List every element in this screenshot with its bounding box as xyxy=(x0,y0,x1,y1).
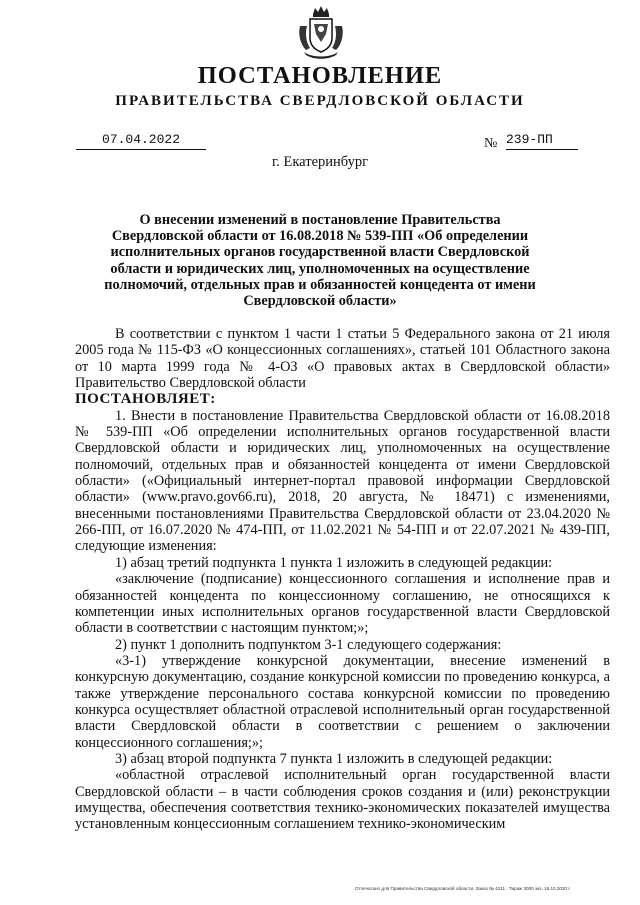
subitem-3-text: «областной отраслевой исполнительный орган государственной власти Свердловской области – в части соблюдения сроков создания и (или) реконструкции имущества, обеспечения соответствия технико-экономических показателей имущества установленным концессионным соглашением технико-экономическим xyxy=(75,767,610,833)
subitem-3-paragraph: 3) абзац второй подпункта 7 пункта 1 изложить в следующей редакции: xyxy=(115,750,553,767)
sverdlovsk-coat-of-arms-icon xyxy=(296,4,346,60)
document-number-sign: № xyxy=(484,136,498,151)
document-issuer: ПРАВИТЕЛЬСТВА СВЕРДЛОВСКОЙ ОБЛАСТИ xyxy=(115,93,525,109)
resolves-heading: ПОСТАНОВЛЯЕТ: xyxy=(75,391,216,408)
preamble-paragraph: В соответствии с пунктом 1 части 1 статьи 5 Федерального закона от 21 июля 2005 года № 115-ФЗ «О концессионных соглашениях», статьей 101 Областного закона от 10 марта 1999 года № 4-ОЗ «О правовых актах в Свердловской области» Правительство Свердловской области xyxy=(75,326,610,392)
document-title: ПОСТАНОВЛЕНИЕ xyxy=(197,62,443,89)
document-date: 07.04.2022 xyxy=(76,132,206,150)
document-subject: О внесении изменений в постановление Правительства Свердловской области от 16.08.2018 № 539-ПП «Об определении исполнительных органов государственной власти Свердловской области и юридических лиц, уполномоченных на осуществление полномочий, отдельных прав и обязанностей концедента от имени Свердловской области» xyxy=(104,212,536,310)
item-1-paragraph: 1. Внести в постановление Правительства Свердловской области от 16.08.2018 № 539-ПП «Об определении исполнительных органов государственной власти Свердловской области и юридических лиц, уполномоченных на осуществление полномочий, отдельных прав и обязанностей концедента от имени Свердловской области» («Официальный интернет-портал правовой информации Свердловской области» (www.pravo.gov66.ru), 2018, 20 августа, № 18471) с изменениями, внесенными постановлениями Правительства Свердловской области от 23.04.2020 № 266-ПП, от 16.07.2020 № 474-ПП, от 11.02.2021 № 54-ПП и от 22.07.2021 № 439-ПП, следующие изменения: xyxy=(75,407,610,555)
subitem-1-text: «заключение (подписание) концессионного соглашения и исполнение прав и обязанностей концедента по концессионному соглашению, не относящихся к компетенции иных исполнительных органов государственной власти Свердловской области в соответствии с настоящим пунктом;»; xyxy=(75,571,610,637)
document-body xyxy=(75,326,610,833)
subitem-1-paragraph: 1) абзац третий подпункта 1 пункта 1 изложить в следующей редакции: xyxy=(115,554,553,571)
print-footer-note: Отпечатано для Правительства Свердловской области. Заказ № 4211 . Тираж 3000 экз. 16.10.2020 г. xyxy=(355,886,571,891)
subitem-2-text: «3-1) утверждение конкурсной документации, внесение изменений в конкурсную документацию, создание конкурсной комиссии по проведению конкурса, а также утверждение персонального состава конкурсной комиссии по проведению конкурса осуществляет областной отраслевой исполнительный орган государственной власти Свердловской области в соответствии с решением о заключении концессионного соглашения;»; xyxy=(75,652,610,751)
document-city: г. Екатеринбург xyxy=(271,154,369,170)
subitem-2-paragraph: 2) пункт 1 дополнить подпунктом 3-1 следующего содержания: xyxy=(115,636,502,653)
document-number: 239-ПП xyxy=(506,132,578,150)
